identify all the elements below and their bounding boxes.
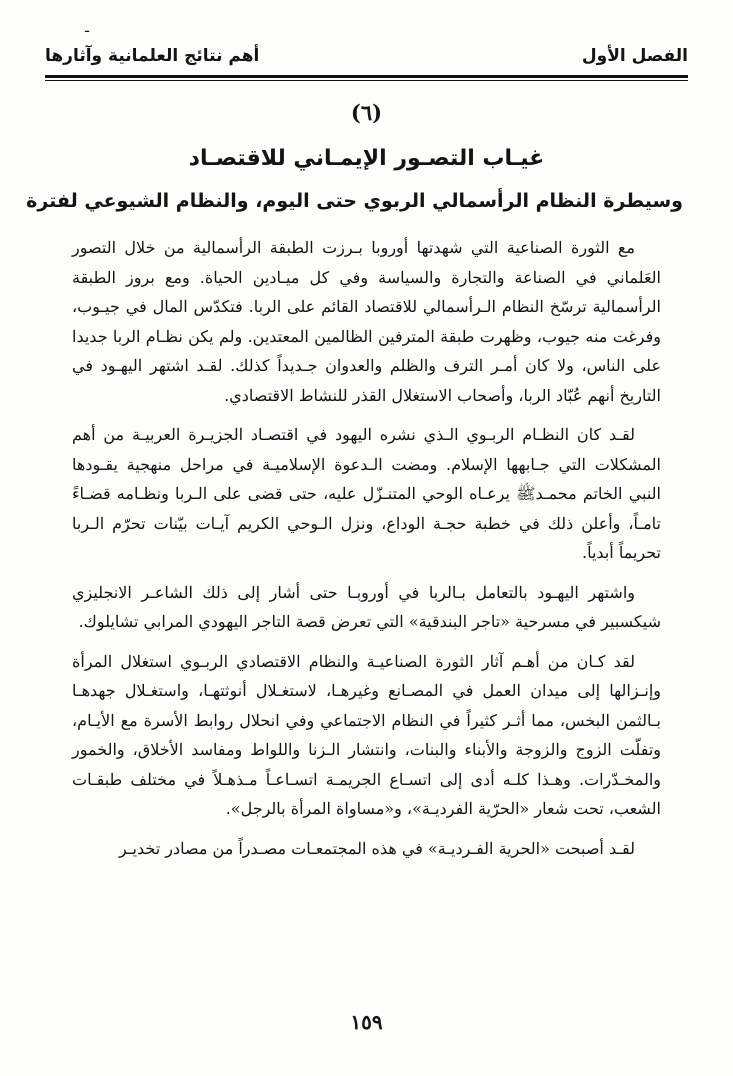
- header-rule-thick: [45, 75, 688, 78]
- running-title: أهم نتائج العلمانية وآثارها: [45, 46, 260, 66]
- body-text: [72, 233, 661, 863]
- paragraph: لقـد كان النظـام الربـوي الـذي نشره اليهود في اقتصـاد الجزيـرة العربيـة من أهم المشكلات التي جـابهها الإسلام. ومضت الـدعوة الإسلاميـة في مراحل منهجية يقـودها النبي الخاتم محمـدﷺ يرعـاه الوحي المتنـزّل عليه، حتى قضى على الـربا ونظـامه قضـاءً تامـاً، وأعلن ذلك في خطبة حجـة الوداع، ونزل الـوحي الكريم آيـات بيّنات تحرّم الـربا تحريماً أبدياً.: [72, 425, 661, 562]
- paragraph: مع الثورة الصناعية التي شهدتها أوروبا بـرزت الطبقة الرأسمالية من خلال التصور العَلماني في الصناعة والتجارة والسياسة وفي كل ميـادين الحياة. ومع بروز الطبقة الرأسمالية ترسّخ النظام الـرأسمالي للاقتصاد القائم على الربا. فتكدّس المال في جيـوب، وفرغت منه جيوب، وظهرت طبقة المترفين الظالمين المعتدين. ولم يكن نظـام الربا جديدا على الناس، ولا كان أمـر الترف والظلم والعدوان جـديداً كذلك. لقـد اشتهر اليهـود في التاريخ أنهم عُبّاد الربا، وأصحاب الاستغلال القذر للنشاط الاقتصادي.: [72, 238, 661, 405]
- header-rule-thin: [45, 80, 688, 81]
- paragraph: واشتهر اليهـود بالتعامل بـالربا في أوروبـا حتى أشار إلى ذلك الشاعـر الانجليزي شيكسبير في مسرحية «تاجر البندقية» التي تعرض قصة التاجر اليهودي المرابي تشايلوك.: [72, 582, 661, 631]
- section-title-line1: غيـاب التصـور الإيمـاني للاقتصـاد: [188, 146, 545, 171]
- running-header: [45, 40, 688, 72]
- paragraph: لقـد أصبحت «الحرية الفـرديـة» في هذه المجتمعـات مصـدراً من مصادر تخديـر: [119, 838, 635, 858]
- section-number: (٦): [350, 100, 383, 125]
- paragraph: لقد كـان من أهـم آثار الثورة الصناعيـة والنظام الاقتصادي الربـوي استغلال المرأة وإنـزالها إلى ميدان العمل في المصـانع وغيرهـا، لاستغـلال أنوثتهـا، واستغـلال جهدهـا بـالثمن البخس، مما أثـر كثيراً في النظام الاجتماعي وفي انحلال روابط الأسرة مع الأيـام، وتفلّت الزوج والزوجة والأبناء والبنات، وانتشار الـزنا واللواط ومفاسد الأخلاق، والخمور والمخـدّرات. وهـذا كلـه أدى إلى اتسـاع الجريمـة اتسـاعـاً مـذهـلاً في مختلف طبقـات الشعب، تحت شعار «الحرّية الفرديـة»، و«مساواة المرأة بالرجل».: [72, 651, 662, 818]
- section-title-line2: وسيطرة النظام الرأسمالي الربوي حتى اليوم، والنظام الشيوعي لفترة: [26, 190, 683, 212]
- printer-mark: ـ: [85, 20, 90, 36]
- chapter-label: الفصل الأول: [581, 46, 688, 66]
- page-number: ١٥٩: [350, 1010, 383, 1034]
